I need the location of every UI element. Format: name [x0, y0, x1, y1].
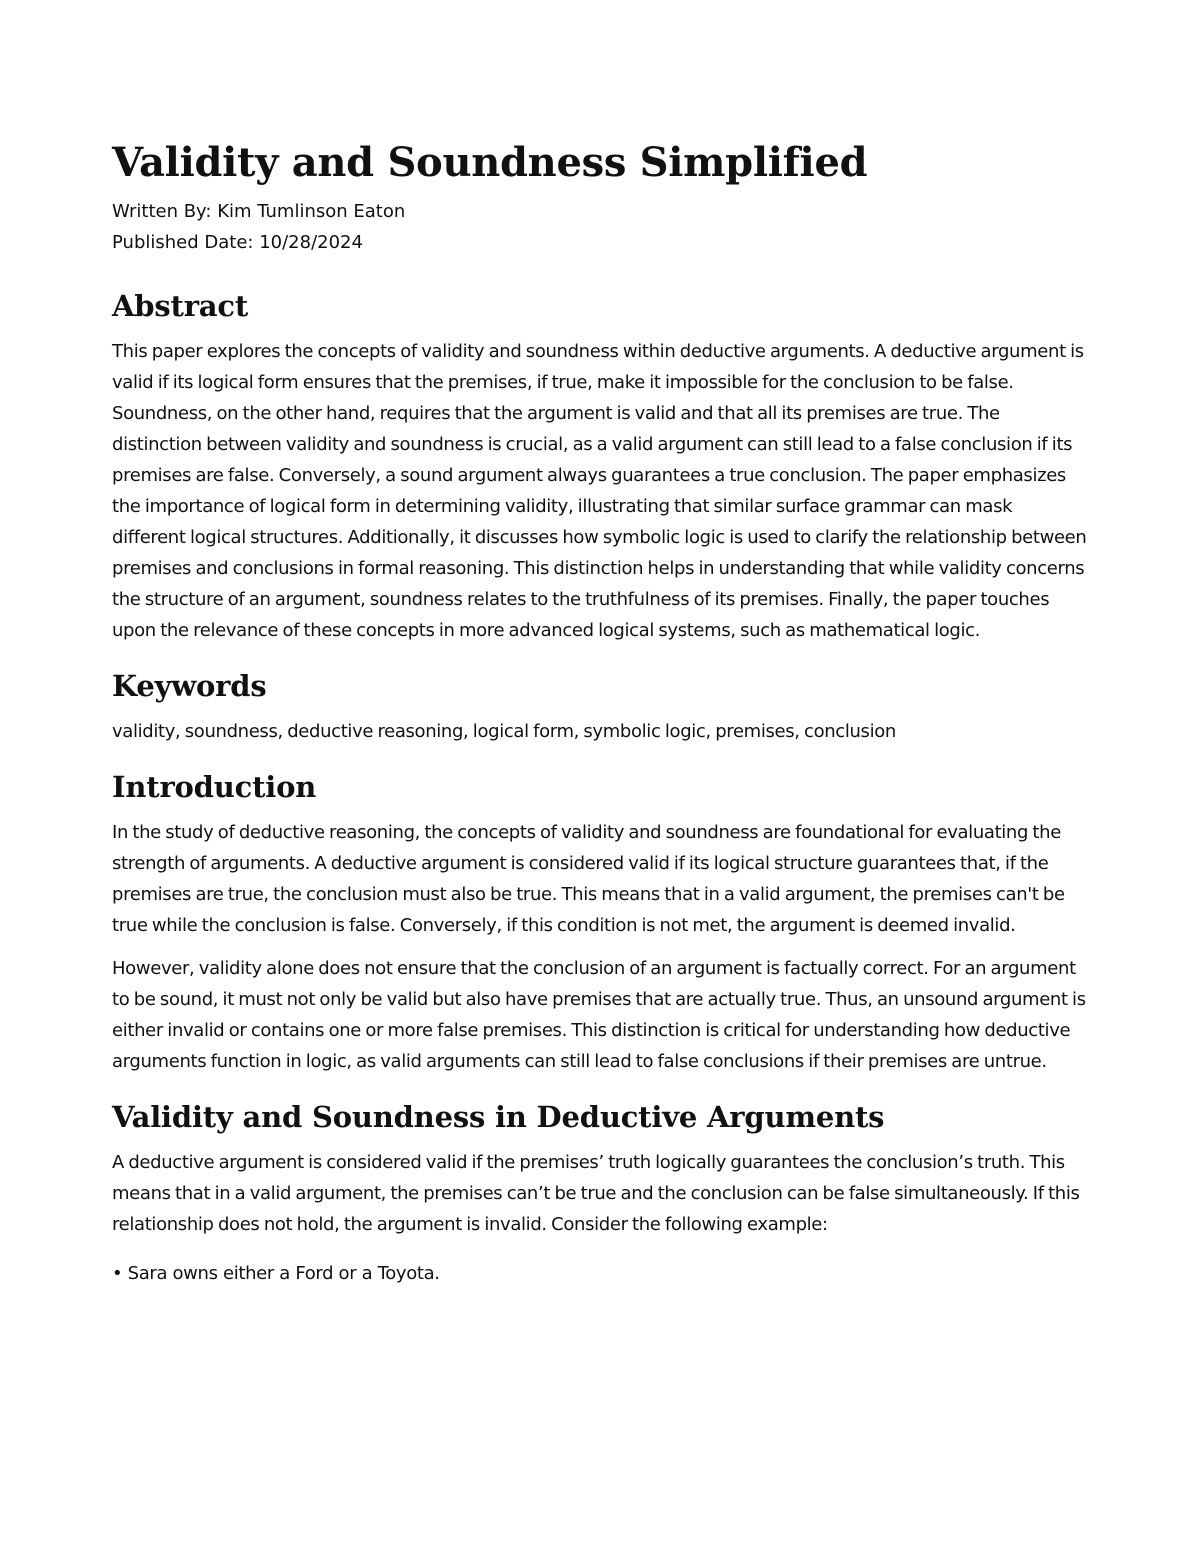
introduction-paragraph: In the study of deductive reasoning, the concepts of validity and soundness are foundational for evaluating the strength of arguments. A deductive argument is considered valid if its logical structure guarantees that, if the premises are true, the conclusion must also be true. This means that in a valid argument, the premises can't be true while the conclusion is false. Conversely, if this condition is not met, the argument is deemed invalid. — [112, 822, 1065, 936]
validity-soundness-section — [112, 1099, 1090, 1289]
keywords-section — [112, 668, 1090, 747]
bullet-item: • Sara owns either a Ford or a Toyota. — [112, 1263, 440, 1284]
abstract-section — [112, 288, 1090, 646]
abstract-text: This paper explores the concepts of validity and soundness within deductive arguments. A deductive argument is valid if its logical form ensures that the premises, if true, make it impossible for the conclusion to be false. Soundness, on the other hand, requires that the argument is valid and that all its premises are true. The distinction between validity and soundness is crucial, as a valid argument can still lead to a false conclusion if its premises are false. Conversely, a sound argument always guarantees a true conclusion. The paper emphasizes the importance of logical form in determining validity, illustrating that similar surface grammar can mask different logical structures. Additionally, it discusses how symbolic logic is used to clarify the relationship between premises and conclusions in formal reasoning. This distinction helps in understanding that while validity concerns the structure of an argument, soundness relates to the truthfulness of its premises. Finally, the paper touches upon the relevance of these concepts in more advanced logical systems, such as mathematical logic. — [112, 341, 1087, 641]
page-title: Validity and Soundness Simplified — [112, 139, 868, 186]
author-line: Written By: Kim Tumlinson Eaton — [112, 201, 406, 222]
document-page — [112, 138, 1090, 1289]
keywords-text: validity, soundness, deductive reasoning, logical form, symbolic logic, premises, conclusion — [112, 721, 896, 742]
introduction-heading: Introduction — [112, 770, 317, 804]
published-date: Published Date: 10/28/2024 — [112, 232, 363, 253]
keywords-heading: Keywords — [112, 669, 267, 703]
introduction-paragraph: However, validity alone does not ensure that the conclusion of an argument is factually correct. For an argument to be sound, it must not only be valid but also have premises that are actually true. Thus, an unsound argument is either invalid or contains one or more false premises. This distinction is critical for understanding how deductive arguments function in logic, as valid arguments can still lead to false conclusions if their premises are untrue. — [112, 958, 1086, 1072]
validity-soundness-heading: Validity and Soundness in Deductive Arguments — [112, 1100, 885, 1134]
abstract-heading: Abstract — [112, 289, 249, 323]
introduction-section — [112, 769, 1090, 1077]
validity-soundness-paragraph: A deductive argument is considered valid if the premises’ truth logically guarantees the conclusion’s truth. This means that in a valid argument, the premises can’t be true and the conclusion can be false simultaneously. If this relationship does not hold, the argument is invalid. Consider the following example: — [112, 1152, 1080, 1235]
